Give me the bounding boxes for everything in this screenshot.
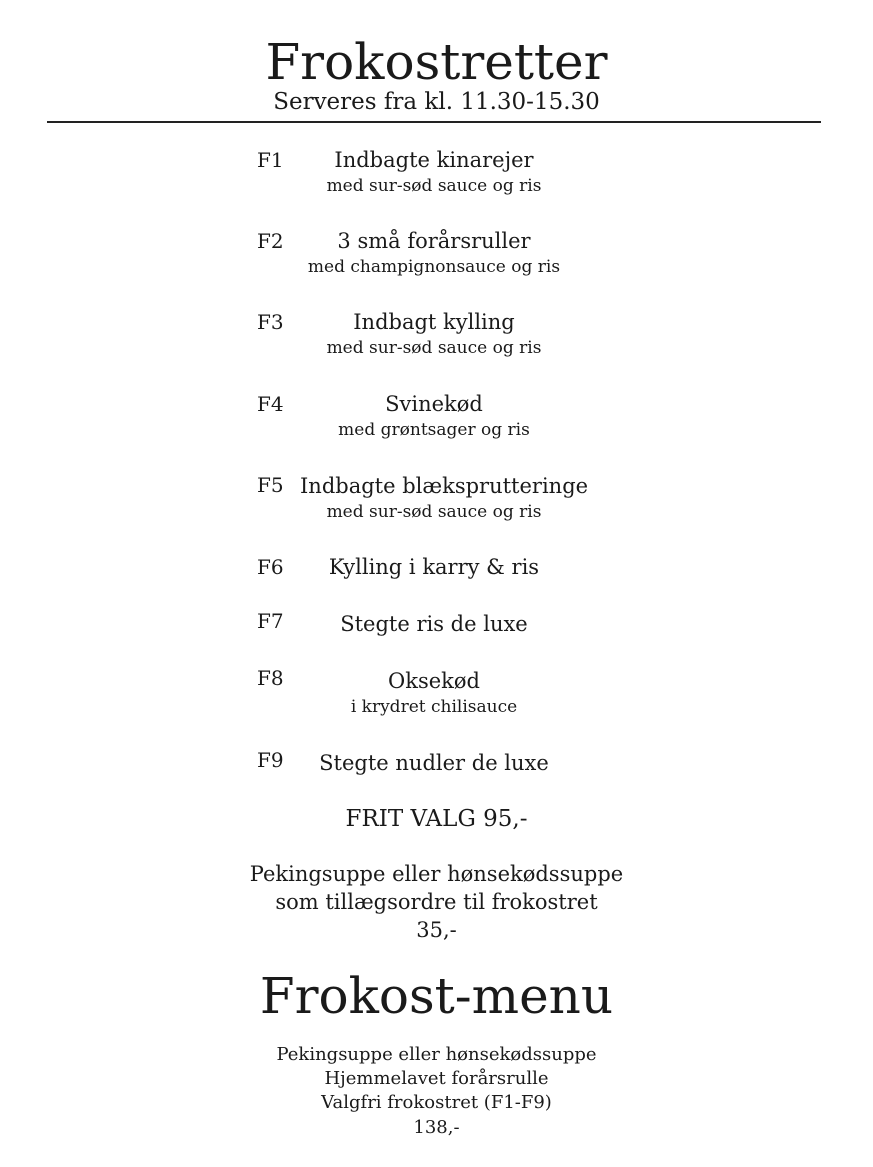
lunch-menu-title: Frokost-menu [259,967,614,1025]
soup-line-1: Pekingsuppe eller hønsekødssuppe [249,862,624,886]
menu-item-f2 [300,228,568,280]
item-code-f2: F2 [257,229,284,253]
item-code-f9: F9 [257,748,284,772]
item-code-f7: F7 [257,609,284,633]
menu-item-f4 [300,391,568,443]
item-description: med sur-sød sauce og ris [326,502,542,522]
item-name: Kylling i karry & ris [328,555,540,579]
item-code-f4: F4 [257,392,284,416]
soup-line-2: som tillægsordre til frokostret [275,890,598,914]
menu-line-2: Hjemmelavet forårsrulle [324,1068,549,1089]
header-divider [47,121,821,123]
menu-item-f9 [300,750,568,776]
menu-item-f8 [300,668,568,720]
item-name: Stegte nudler de luxe [319,751,549,775]
item-name: Oksekød [388,669,480,693]
item-description: med grøntsager og ris [338,420,530,440]
item-name: Indbagt kylling [353,310,515,334]
menu-item-f6 [300,554,568,580]
item-name: Indbagte blæksprutteringe [300,474,589,498]
item-code-f3: F3 [257,310,284,334]
soup-price: 35,- [416,918,457,942]
item-name: 3 små forårsruller [337,229,531,253]
item-description: med champignonsauce og ris [307,257,561,277]
menu-price: 138,- [413,1117,460,1138]
item-name: Indbagte kinarejer [334,148,534,172]
menu-item-f3 [300,309,568,361]
free-choice-price: FRIT VALG 95,- [345,806,528,832]
item-name: Stegte ris de luxe [340,612,528,636]
serving-hours: Serveres fra kl. 11.30-15.30 [273,89,600,115]
item-code-f8: F8 [257,666,284,690]
item-name: Svinekød [385,392,483,416]
menu-item-f5 [300,473,589,525]
menu-line-1: Pekingsuppe eller hønsekødssuppe [276,1044,597,1065]
item-code-f1: F1 [257,148,284,172]
item-code-f6: F6 [257,555,284,579]
page-title: Frokostretter [265,33,608,91]
menu-item-f1 [300,147,568,199]
menu-item-f7 [300,611,568,637]
item-description: med sur-sød sauce og ris [326,338,542,358]
item-code-f5: F5 [257,473,284,497]
item-description: med sur-sød sauce og ris [326,176,542,196]
item-description: i krydret chilisauce [350,697,518,717]
menu-line-3: Valgfri frokostret (F1-F9) [321,1092,552,1113]
